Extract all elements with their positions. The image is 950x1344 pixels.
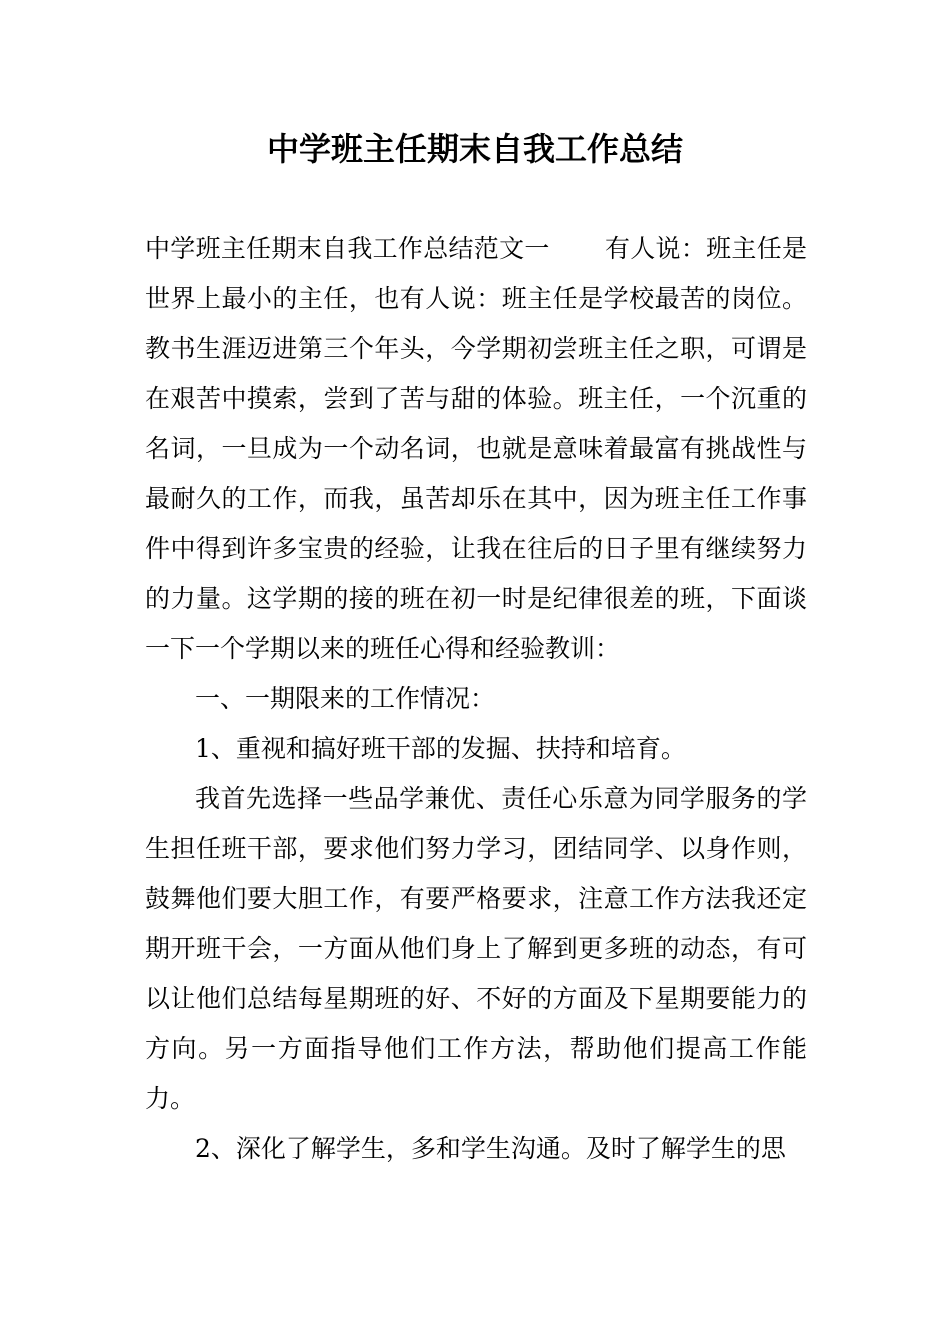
- intro-body: 有人说：班主任是世界上最小的主任，也有人说：班主任是学校最苦的岗位。教书生涯迈进第三个年头，今学期初尝班主任之职，可谓是在艰苦中摸索，尝到了苦与甜的体验。班主任，一个沉重的名词，一旦成为一个动名词，也就是意味着最富有挑战性与最耐久的工作，而我，虽苦却乐在其中，因为班主任工作事件中得到许多宝贵的经验，让我在往后的日子里有继续努力的力量。这学期的接的班在初一时是纪律很差的班，下面谈一下一个学期以来的班任心得和经验教训：: [145, 234, 807, 663]
- intro-paragraph: [145, 224, 807, 674]
- document-title: 中学班主任期末自我工作总结: [266, 130, 683, 168]
- document-body: [145, 224, 807, 1174]
- item-2-partial: 2、深化了解学生，多和学生沟通。及时了解学生的思: [195, 1134, 786, 1163]
- item-1-heading: 1、重视和搞好班干部的发掘、扶持和培育。: [195, 734, 686, 763]
- section-1-heading: 一、一期限来的工作情况：: [195, 684, 496, 713]
- item-1-body: 我首先选择一些品学兼优、责任心乐意为同学服务的学生担任班干部，要求他们努力学习，团结同学、以身作则，鼓舞他们要大胆工作，有要严格要求，注意工作方法我还定期开班干会，一方面从他们身上了解到更多班的动态，有可以让他们总结每星期班的好、不好的方面及下星期要能力的方向。另一方面指导他们工作方法，帮助他们提高工作能力。: [145, 784, 807, 1113]
- intro-lead: 中学班主任期末自我工作总结范文一: [145, 234, 550, 263]
